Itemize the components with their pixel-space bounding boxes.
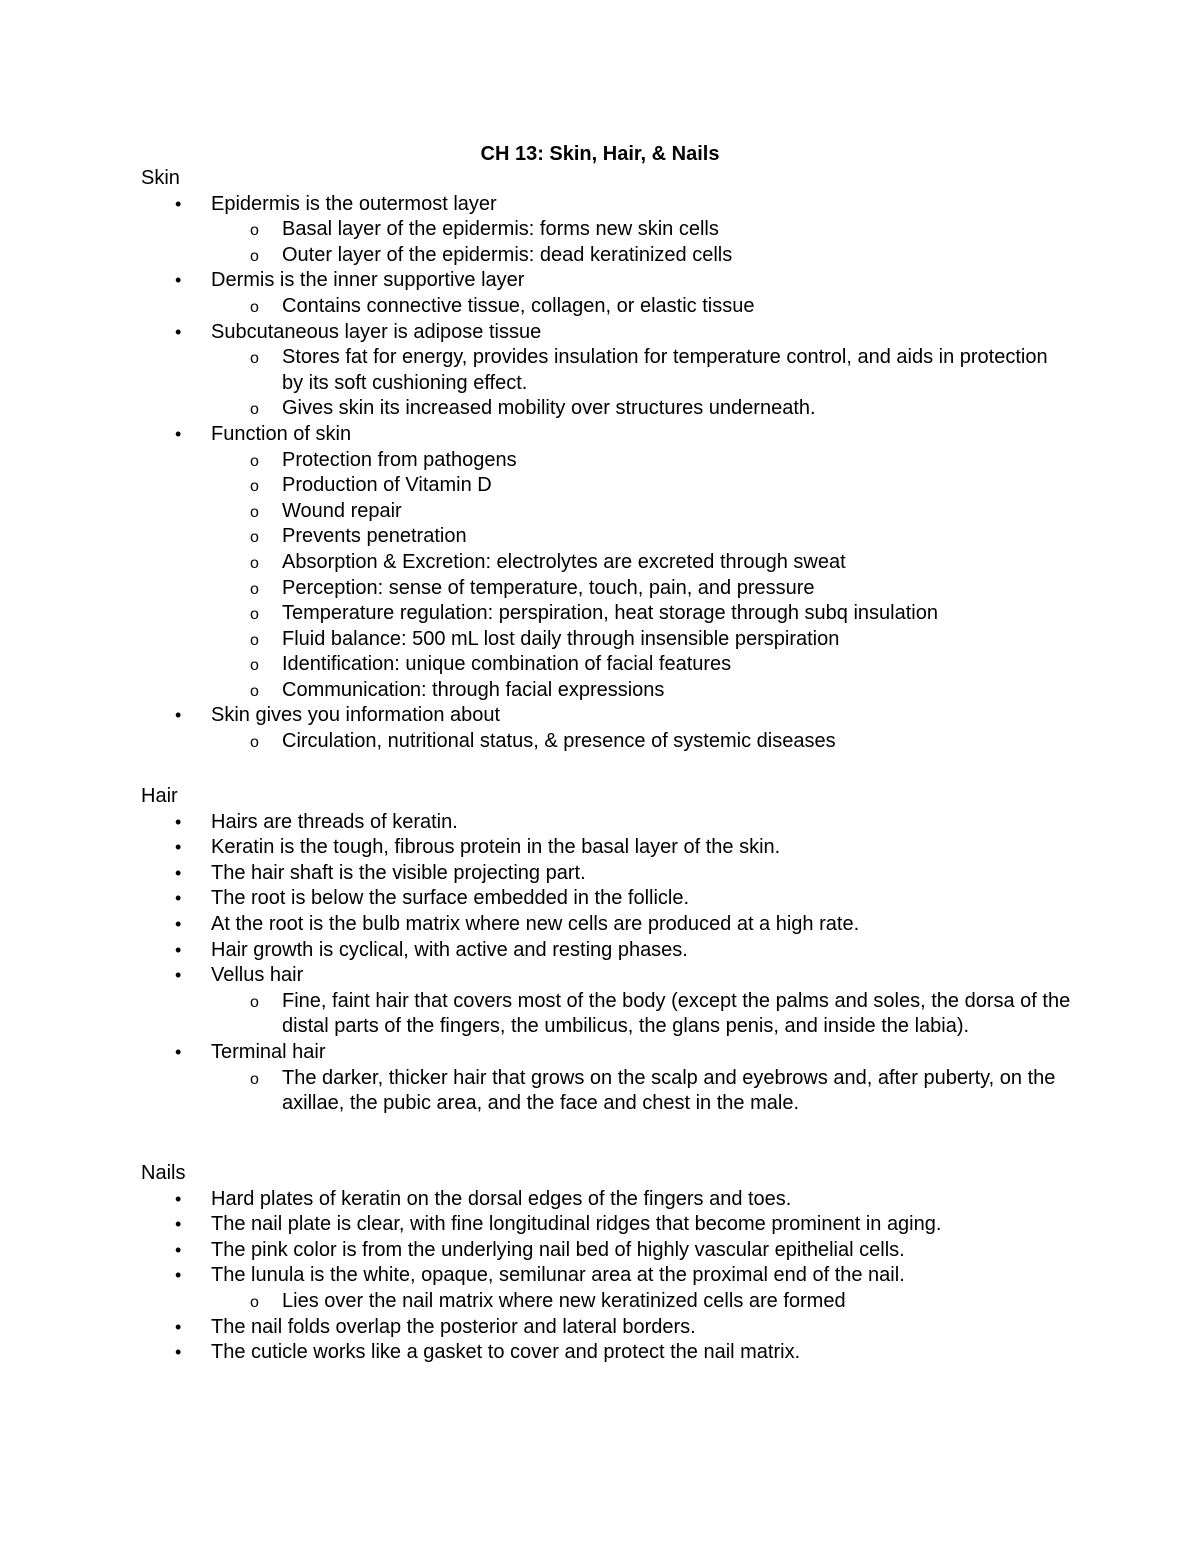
list-item-text: At the root is the bulb matrix where new cells are produced at a high rate. [211, 912, 860, 935]
sub-bullet-icon: o [250, 529, 259, 547]
section-heading-skin: Skin [141, 167, 180, 189]
list-item-text: Terminal hair [211, 1040, 326, 1063]
list-item-text: The nail folds overlap the posterior and lateral borders. [211, 1315, 696, 1338]
sub-list-item-text: Temperature regulation: perspiration, heat storage through subq insulation [282, 602, 938, 625]
list-item-text: The root is below the surface embedded in the follicle. [211, 887, 690, 910]
bullet-icon: • [175, 939, 182, 960]
list-item [175, 1212, 1071, 1238]
bullet-icon: • [175, 1342, 182, 1363]
bullet-icon: • [175, 193, 182, 214]
sub-list-item [250, 243, 1071, 269]
sub-list-item-text: Outer layer of the epidermis: dead keratinized cells [282, 243, 733, 266]
sub-list-item-text: Fine, faint hair that covers most of the body (except the palms and soles, the dorsa of the distal parts of the fingers, the umbilicus, the glans penis, and inside the labia). [282, 989, 1071, 1038]
sub-list [211, 294, 1071, 320]
sub-list-item-text: Stores fat for energy, provides insulation for temperature control, and aids in protection by its soft cushioning effect. [282, 346, 1048, 394]
sub-list [211, 217, 1071, 268]
bullet-icon: • [175, 1188, 182, 1209]
list-item-text: The lunula is the white, opaque, semilunar area at the proximal end of the nail. [211, 1264, 905, 1287]
sub-list-item [250, 217, 1071, 243]
list-item [175, 1340, 1071, 1366]
sub-list-item [250, 396, 1071, 422]
list-item-text: Dermis is the inner supportive layer [211, 269, 525, 292]
list-item-text: The pink color is from the underlying nail bed of highly vascular epithelial cells. [211, 1238, 905, 1261]
sub-bullet-icon: o [250, 682, 259, 700]
list-item [175, 268, 1071, 319]
list-item-text: Vellus hair [211, 964, 304, 987]
sub-list-item-text: Absorption & Excretion: electrolytes are excreted through sweat [282, 550, 846, 573]
list-item [175, 835, 1071, 861]
list-item-text: Function of skin [211, 422, 352, 445]
bullet-icon: • [175, 321, 182, 342]
section-heading-nails: Nails [141, 1162, 186, 1184]
sub-list-item-text: Communication: through facial expressions [282, 678, 665, 701]
list-item [175, 1187, 1071, 1213]
sub-bullet-icon: o [250, 503, 259, 521]
list-item [175, 320, 1071, 422]
sub-list-item [250, 652, 1071, 678]
bullet-icon: • [175, 913, 182, 934]
sub-bullet-icon: o [250, 247, 259, 265]
list-item [175, 938, 1071, 964]
bullet-icon: • [175, 965, 182, 986]
list-item-text: Epidermis is the outermost layer [211, 192, 497, 215]
bullet-icon: • [175, 811, 182, 832]
sub-list-item-text: The darker, thicker hair that grows on the scalp and eyebrows and, after puberty, on the axillae, the pubic area, and the face and chest in the male. [282, 1066, 1056, 1115]
list-item [175, 192, 1071, 269]
list-item-text: Hairs are threads of keratin. [211, 810, 458, 833]
sub-list-item-text: Lies over the nail matrix where new keratinized cells are formed [282, 1289, 846, 1312]
sub-list-item [250, 601, 1071, 627]
sub-list-item-text: Contains connective tissue, collagen, or elastic tissue [282, 294, 755, 317]
sub-bullet-icon: o [250, 657, 259, 675]
sub-bullet-icon: o [250, 1293, 259, 1311]
sub-bullet-icon: o [250, 478, 259, 496]
sub-list-item [250, 499, 1071, 525]
list-item-text: Skin gives you information about [211, 704, 501, 727]
hair-list [141, 810, 1071, 1117]
sub-bullet-icon: o [250, 631, 259, 649]
list-item-text: The nail plate is clear, with fine longitudinal ridges that become prominent in aging. [211, 1213, 942, 1236]
sub-bullet-icon: o [250, 298, 259, 316]
sub-list [211, 729, 1071, 755]
list-item [175, 1040, 1071, 1117]
sub-bullet-icon: o [250, 222, 259, 240]
sub-list-item [250, 729, 1071, 755]
sub-bullet-icon: o [250, 580, 259, 598]
list-item-text: Subcutaneous layer is adipose tissue [211, 320, 542, 343]
list-item [175, 810, 1071, 836]
sub-list [211, 1289, 1071, 1315]
sub-list-item-text: Prevents penetration [282, 525, 467, 548]
sub-list-item [250, 524, 1071, 550]
sub-bullet-icon: o [250, 554, 259, 572]
sub-list-item [250, 678, 1071, 704]
bullet-icon: • [175, 1316, 182, 1337]
sub-list-item [250, 448, 1071, 474]
sub-list [211, 448, 1071, 704]
list-item [175, 1315, 1071, 1341]
sub-list-item-text: Fluid balance: 500 mL lost daily through insensible perspiration [282, 627, 840, 650]
sub-list-item-text: Basal layer of the epidermis: forms new skin cells [282, 218, 719, 241]
sub-list-item [250, 294, 1071, 320]
skin-list [141, 192, 1071, 755]
bullet-icon: • [175, 423, 182, 444]
list-item [175, 912, 1071, 938]
sub-list-item [250, 473, 1071, 499]
bullet-icon: • [175, 1265, 182, 1286]
section-nails [141, 1161, 1071, 1366]
sub-list-item-text: Protection from pathogens [282, 448, 517, 471]
sub-list [211, 345, 1071, 422]
sub-bullet-icon: o [250, 1070, 259, 1088]
sub-bullet-icon: o [250, 993, 259, 1011]
sub-bullet-icon: o [250, 734, 259, 752]
sub-list-item [250, 1066, 1071, 1117]
bullet-icon: • [175, 837, 182, 858]
document-title: CH 13: Skin, Hair, & Nails [480, 143, 720, 165]
list-item [175, 861, 1071, 887]
nails-list [141, 1187, 1071, 1366]
sub-list-item [250, 550, 1071, 576]
list-item-text: Hair growth is cyclical, with active and resting phases. [211, 938, 688, 961]
sub-list-item-text: Identification: unique combination of facial features [282, 653, 732, 676]
sub-bullet-icon: o [250, 452, 259, 470]
sub-list-item [250, 576, 1071, 602]
sub-bullet-icon: o [250, 350, 259, 368]
sub-list-item-text: Gives skin its increased mobility over structures underneath. [282, 397, 816, 420]
sub-list-item [250, 989, 1071, 1040]
sub-list-item-text: Circulation, nutritional status, & presence of systemic diseases [282, 730, 836, 753]
list-item [175, 703, 1071, 754]
bullet-icon: • [175, 1214, 182, 1235]
list-item [175, 886, 1071, 912]
bullet-icon: • [175, 862, 182, 883]
bullet-icon: • [175, 1041, 182, 1062]
list-item [175, 963, 1071, 1040]
sub-list-item-text: Wound repair [282, 499, 402, 522]
bullet-icon: • [175, 888, 182, 909]
list-item [175, 422, 1071, 704]
list-item-text: The hair shaft is the visible projecting part. [211, 861, 586, 884]
bullet-icon: • [175, 705, 182, 726]
sub-list-item-text: Perception: sense of temperature, touch, pain, and pressure [282, 576, 815, 599]
section-hair [141, 784, 1071, 1117]
bullet-icon: • [175, 1239, 182, 1260]
sub-list-item [250, 345, 1071, 396]
sub-list [211, 1066, 1071, 1117]
sub-list-item-text: Production of Vitamin D [282, 474, 492, 497]
section-heading-hair: Hair [141, 785, 178, 807]
list-item [175, 1238, 1071, 1264]
sub-list [211, 989, 1071, 1040]
sub-bullet-icon: o [250, 401, 259, 419]
section-skin [141, 166, 1071, 755]
list-item-text: Hard plates of keratin on the dorsal edges of the fingers and toes. [211, 1187, 792, 1210]
sub-list-item [250, 1289, 1071, 1315]
list-item-text: Keratin is the tough, fibrous protein in the basal layer of the skin. [211, 836, 781, 859]
sub-list-item [250, 627, 1071, 653]
list-item [175, 1263, 1071, 1314]
sub-bullet-icon: o [250, 606, 259, 624]
bullet-icon: • [175, 270, 182, 291]
list-item-text: The cuticle works like a gasket to cover and protect the nail matrix. [211, 1341, 801, 1364]
